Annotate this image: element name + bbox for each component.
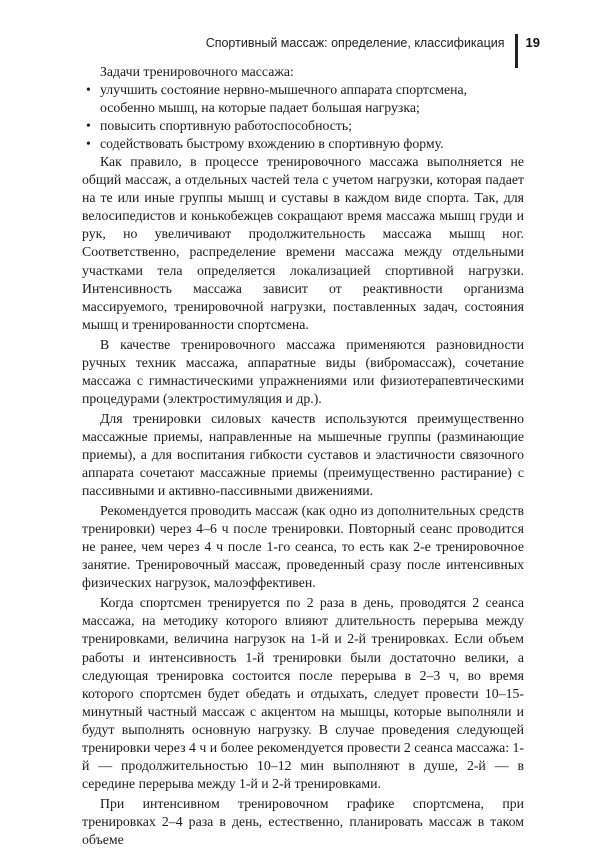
paragraph: В качестве тренировочного массажа применяются разновидности ручных техник массажа, аппаратные виды (вибромассаж), сочетание массажа с гимнастическими упражнениями или физиотерапевтическими процедурами (электростимуляция и др.). <box>82 336 524 406</box>
tasks-intro: Задачи тренировочного массажа: <box>100 64 294 79</box>
paragraph: Когда спортсмен тренируется по 2 раза в день, проводятся 2 сеанса массажа, на методику которого влияют длительность перерыва между тренировками, величина нагрузок на 1-й и 2-й тренировках. Если объем работы и интенсивность 1-й тренировки были достаточно велики, а следующая тренировка состоится после перерыва в 2–3 ч, во время которого спортсмен будет обедать и отдыхать, следует провести 10–15-минутный частный массаж с акцентом на мышцы, которые выполняли и будут выполнять основную нагрузку. В случае проведения следующей тренировки через 4 ч и более рекомендуется провести 2 сеанса массажа: 1-й — продолжительностью 10–12 мин выполняют в душе, 2-й — в середине перерыва между 1-й и 2-й тренировками. <box>82 595 524 791</box>
chapter-title: Спортивный массаж: определение, классификация <box>205 36 505 50</box>
body-text <box>82 63 524 849</box>
task-item: • содействовать быстрому вхождению в спортивную форму. <box>82 135 524 153</box>
page-number: 19 <box>525 35 540 50</box>
paragraph: Как правило, в процессе тренировочного массажа выполняется не общий массаж, а отдельных частей тела с учетом нагрузки, которая падает на те или иные группы мышц и суставы в каждом виде спорта. Так, для велосипедистов и конькобежцев сокращают время массажа мышц груди и рук, но увеличивают продолжительность массажа мышц ног. Соответственно, распределение времени массажа между отдельными участками тела определяется локализацией спортивной нагрузки. Интенсивность массажа зависит от реактивности организма массируемого, тренировочной нагрузки, поставленных задач, состояния мышц и тренированности спортсмена. <box>82 154 524 332</box>
task-list <box>82 81 524 153</box>
task-item: • повысить спортивную работоспособность; <box>82 117 524 135</box>
paragraph: Для тренировки силовых качеств используются преимущественно массажные приемы, направленные на мышечные группы (разминающие приемы), а для воспитания гибкости суставов и эластичности связочного аппарата сочетают массажные приемы (преимущественно растирание) с пассивными и активно-пассивными движениями. <box>82 410 524 499</box>
task-item: • улучшить состояние нервно-мышечного аппарата спортсмена, особенно мышц, на которые падает большая нагрузка; <box>82 81 524 117</box>
paragraph: Рекомендуется проводить массаж (как одно из дополнительных средств тренировки) через 4–6 ч после тренировки. Повторный сеанс проводится не ранее, чем через 4 ч после 1-го сеанса, то есть как 2-е тренировочное занятие. Тренировочный массаж, проведенный сразу после интенсивных физических нагрузок, малоэффективен. <box>82 503 524 591</box>
paragraph: При интенсивном тренировочном графике спортсмена, при тренировках 2–4 раза в день, естественно, планировать массаж в таком объеме <box>82 795 524 847</box>
